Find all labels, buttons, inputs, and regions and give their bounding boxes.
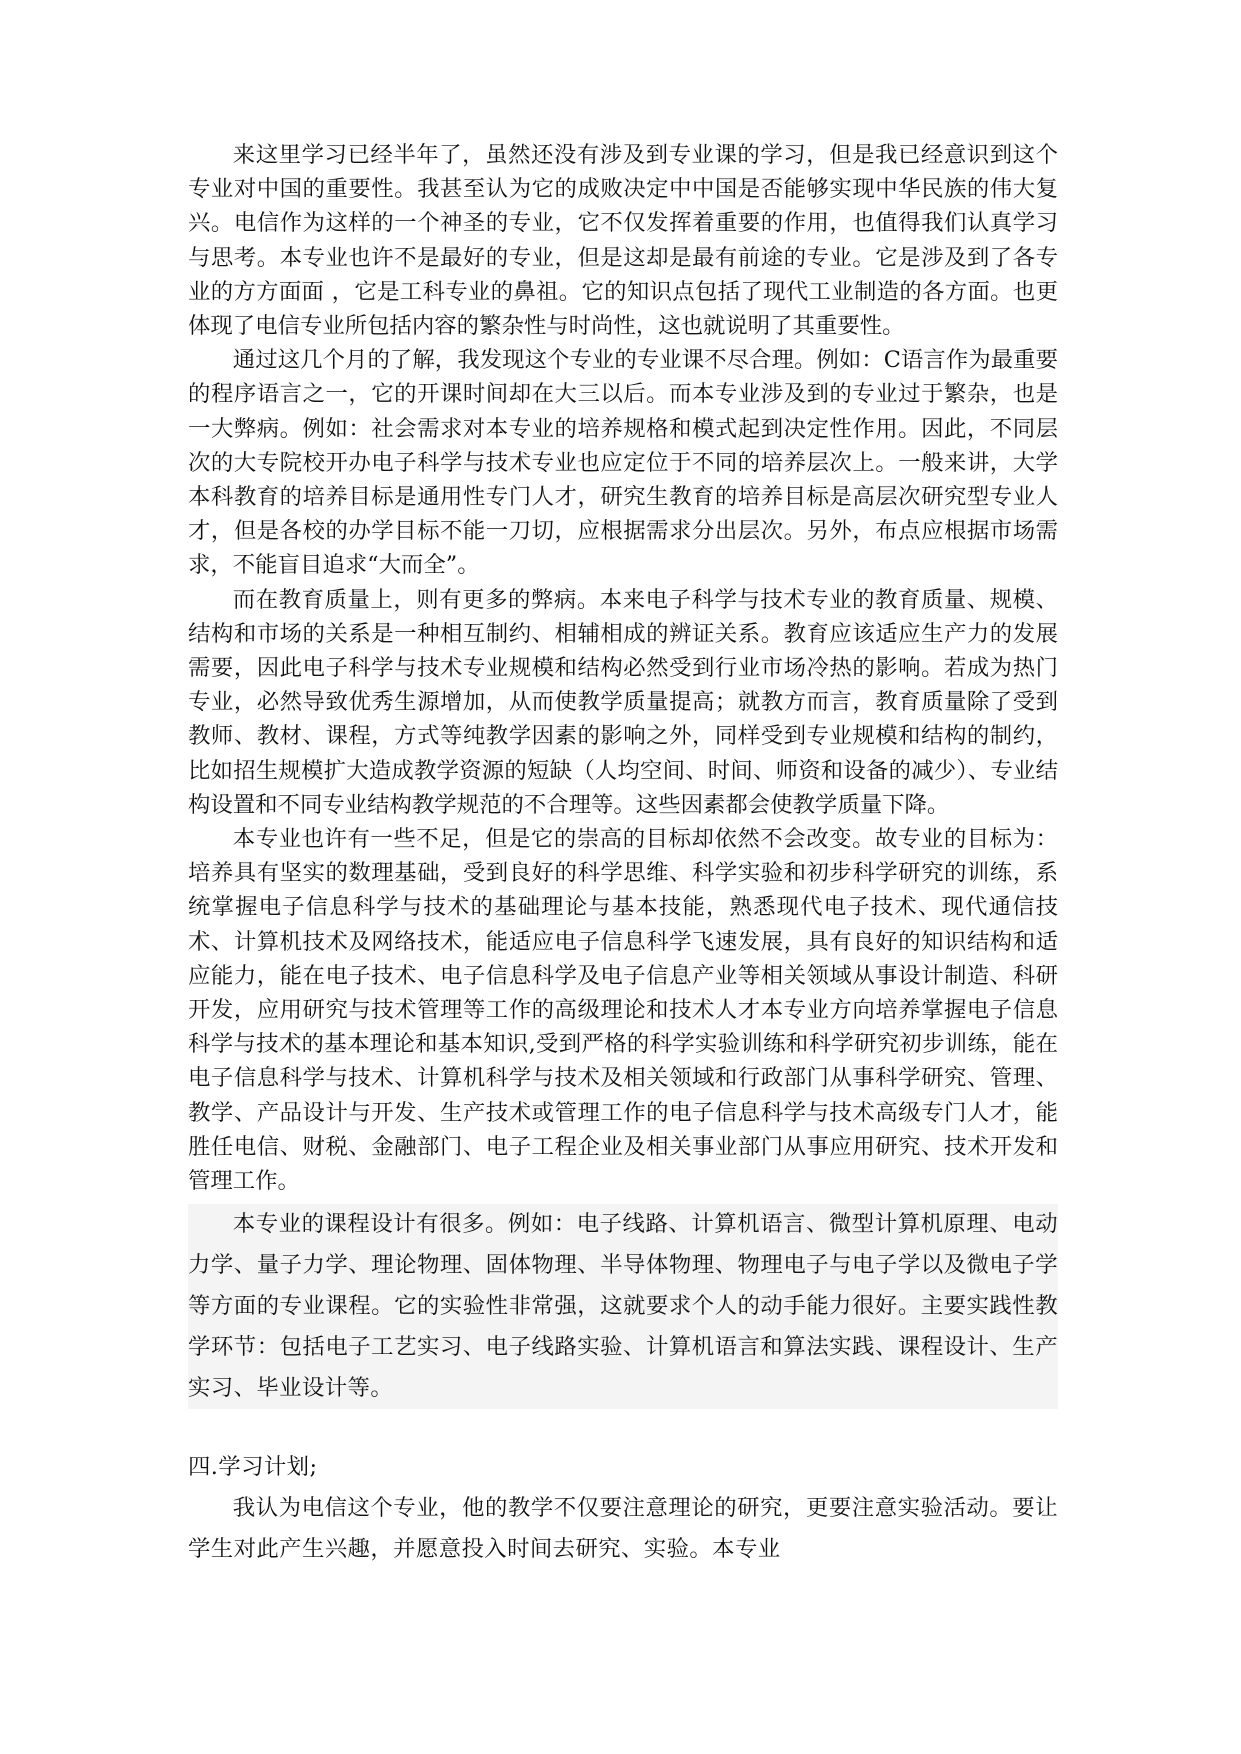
course-section: [188, 1204, 1058, 1409]
document-page: [188, 138, 1058, 1570]
paragraph-curriculum-issues: 通过这几个月的了解，我发现这个专业的专业课不尽合理。例如：C语言作为最重要的程序语言之一，它的开课时间却在大三以后。而本专业涉及到的专业过于繁杂，也是一大弊病。例如：社会需求对本专业的培养规格和模式起到决定性作用。因此，不同层次的大专院校开办电子科学与技术专业也应定位于不同的培养层次上。一般来讲，大学本科教育的培养目标是通用性专门人才，研究生教育的培养目标是高层次研究型专业人才，但是各校的办学目标不能一刀切，应根据需求分出层次。另外，布点应根据市场需求，不能盲目追求“大而全”。: [188, 347, 1058, 579]
body-section: [188, 138, 1058, 1198]
paragraph-courses: 本专业的课程设计有很多。例如：电子线路、计算机语言、微型计算机原理、电动力学、量子力学、理论物理、固体物理、半导体物理、物理电子与电子学以及微电子学等方面的专业课程。它的实验性非常强，这就要求个人的动手能力很好。主要实践性教学环节：包括电子工艺实习、电子线路实验、计算机语言和算法实践、课程设计、生产实习、毕业设计等。: [188, 1211, 1058, 1402]
paragraph-intro: 来这里学习已经半年了，虽然还没有涉及到专业课的学习，但是我已经意识到这个专业对中国的重要性。我甚至认为它的成败决定中中国是否能够实现中华民族的伟大复兴。电信作为这样的一个神圣的专业，它不仅发挥着重要的作用，也值得我们认真学习与思考。本专业也许不是最好的专业，但是这却是最有前途的专业。它是涉及到了各专业的方方面面 ，它是工科专业的鼻祖。它的知识点包括了现代工业制造的各方面。也更体现了电信专业所包括内容的繁杂性与时尚性，这也就说明了其重要性。: [188, 142, 1058, 340]
section-heading: 四.学习计划;: [188, 1454, 318, 1481]
plan-section: [188, 1409, 1058, 1570]
paragraph-major-goals: 本专业也许有一些不足，但是它的崇高的目标却依然不会改变。故专业的目标为：培养具有坚实的数理基础，受到良好的科学思维、科学实验和初步科学研究的训练，系统掌握电子信息科学与技术的基础理论与基本技能，熟悉现代电子技术、现代通信技术、计算机技术及网络技术，能适应电子信息科学飞速发展，具有良好的知识结构和适应能力，能在电子技术、电子信息科学及电子信息产业等相关领域从事设计制造、科研开发，应用研究与技术管理等工作的高级理论和技术人才本专业方向培养掌握电子信息科学与技术的基本理论和基本知识,受到严格的科学实验训练和科学研究初步训练，能在电子信息科学与技术、计算机科学与技术及相关领域和行政部门从事科学研究、管理、教学、产品设计与开发、生产技术或管理工作的电子信息科学与技术高级专门人才，能胜任电信、财税、金融部门、电子工程企业及相关事业部门从事应用研究、技术开发和管理工作。: [188, 826, 1058, 1195]
paragraph-study-plan: 我认为电信这个专业，他的教学不仅要注意理论的研究，更要注意实验活动。要让学生对此产生兴趣，并愿意投入时间去研究、实验。本专业: [188, 1495, 1058, 1563]
paragraph-education-quality: 而在教育质量上，则有更多的弊病。本来电子科学与技术专业的教育质量、规模、结构和市场的关系是一种相互制约、相辅相成的辨证关系。教育应该适应生产力的发展需要，因此电子科学与技术专业规模和结构必然受到行业市场冷热的影响。若成为热门专业，必然导致优秀生源增加，从而使教学质量提高；就教方而言，教育质量除了受到教师、教材、课程，方式等纯教学因素的影响之外，同样受到专业规模和结构的制约，比如招生规模扩大造成教学资源的短缺（人均空间、时间、师资和设备的减少）、专业结构设置和不同专业结构教学规范的不合理等。这些因素都会使教学质量下降。: [188, 586, 1058, 818]
